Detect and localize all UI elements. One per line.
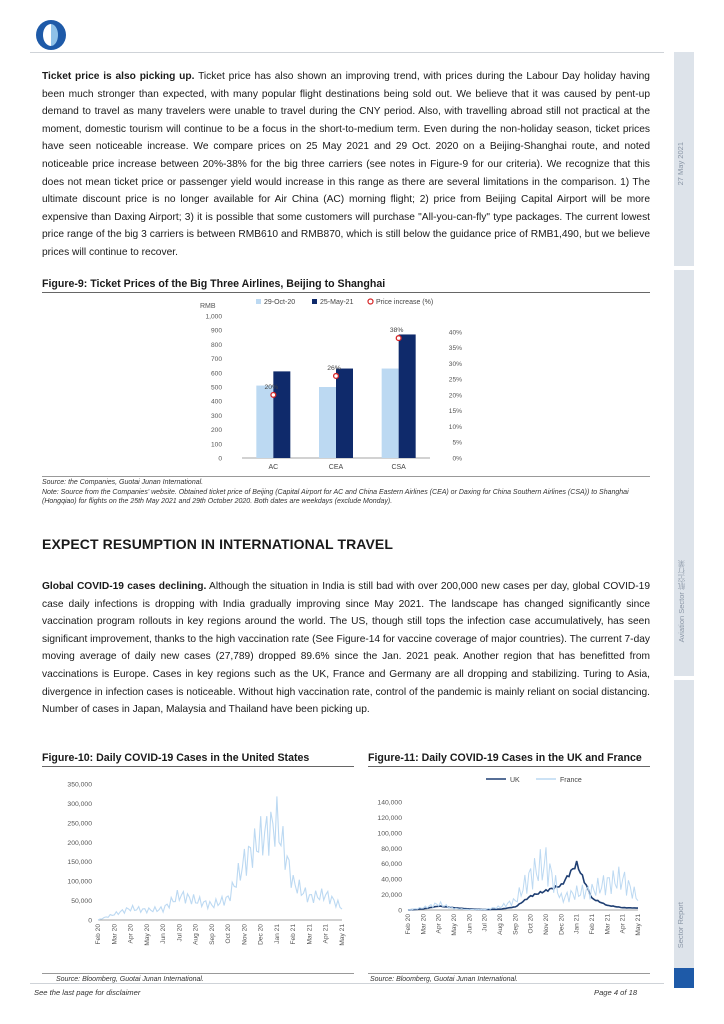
data-label: 38% (389, 327, 404, 335)
x-tick-label: Dec 20 (257, 924, 265, 945)
sidebar-report-block (674, 680, 694, 988)
x-tick-label: Nov 20 (543, 914, 550, 935)
x-tick-label: Apr 21 (619, 914, 627, 934)
x-tick-label: Feb 21 (589, 914, 596, 935)
y-tick-label: 900 (210, 327, 222, 335)
y-tick-label: 120,000 (377, 814, 402, 822)
legend-label: Price increase (%) (376, 299, 434, 306)
footer-disclaimer: See the last page for disclaimer (34, 988, 141, 997)
x-tick-label: Mar 20 (420, 914, 428, 935)
figure10-bottom-rule (42, 973, 354, 974)
x-tick-label: Oct 20 (527, 914, 535, 934)
y2-tick-label: 5% (452, 439, 462, 447)
x-tick-label: AC (268, 464, 279, 471)
y-tick-label: 40,000 (381, 876, 402, 884)
section-heading: EXPECT RESUMPTION IN INTERNATIONAL TRAVEL (42, 536, 394, 552)
sidebar-report-type: Sector Report (676, 902, 685, 949)
x-tick-label: May 20 (143, 924, 151, 946)
x-tick-label: Jan 21 (573, 914, 581, 934)
figure11-chart (368, 770, 650, 970)
y-tick-label: 500 (210, 384, 222, 392)
legend-marker (368, 299, 373, 304)
y-axis-label: RMB (200, 303, 216, 310)
y2-tick-label: 35% (448, 345, 462, 353)
y2-tick-label: 0% (452, 455, 462, 463)
sidebar-date: 27 May 2021 (676, 142, 685, 186)
sidebar-sector-block (674, 270, 694, 676)
header-rule (30, 52, 664, 53)
series-line (408, 861, 638, 910)
y-tick-label: 600 (210, 370, 222, 378)
y-tick-label: 800 (210, 341, 222, 349)
legend-label: France (560, 777, 582, 784)
x-tick-label: Aug 20 (497, 914, 504, 935)
series-line (98, 796, 342, 920)
data-label: 26% (327, 364, 341, 372)
footer-page-number: Page 4 of 18 (594, 988, 638, 997)
figure11-title: Figure-11: Daily COVID-19 Cases in the UK and France (368, 752, 642, 764)
figure11-rule (368, 766, 650, 767)
footer-rule (30, 983, 664, 984)
legend-swatch (312, 299, 317, 304)
sidebar-date-block (674, 52, 694, 266)
figure9-title: Figure-9: Ticket Prices of the Big Three Airlines, Beijing to Shanghai (42, 278, 386, 290)
x-tick-label: CEA (328, 464, 344, 471)
x-tick-label: Mar 21 (306, 924, 314, 945)
paragraph-body: Although the situation in India is still bad with over 200,000 new cases per day, global COVID-19 case daily infections is dropping with India gradually improving since May 2021. The landscape has changed significantly since vaccination program rollouts in key regions around the world. The US, though still tops the infection case accumulatively, has seen significant improvement, thanks to the high vaccination rate (See Figure-14 for vaccine coverage of major countries). The current 7-day moving average of daily new cases (27,789) dropped 89.6% since the Jan. 2021 peak. Another region that has benefitted from vaccinations is Europe. Cases in key regions such as the UK, France and Germany are all dropping and stabilizing. Turing to Asia, divergence in infection cases is noticeable. Without high vaccination rate, control of the pandemic is mainly reliant on social distancing. Number of cases in Japan, Malaysia and Thailand have been picking up. (42, 581, 650, 716)
y-tick-label: 350,000 (67, 781, 92, 789)
x-tick-label: Aug 20 (192, 924, 200, 945)
figure11-bottom-rule (368, 973, 650, 974)
y-tick-label: 1,000 (205, 313, 222, 321)
figure10-chart (42, 770, 354, 970)
x-tick-label: Mar 21 (604, 914, 612, 935)
y-tick-label: 100 (210, 441, 222, 449)
bar-oct20 (319, 387, 336, 458)
x-tick-label: Jan 21 (273, 924, 281, 944)
x-tick-label: Apr 20 (127, 924, 135, 944)
legend-swatch (256, 299, 261, 304)
x-tick-label: May 21 (635, 914, 642, 936)
y2-tick-label: 25% (448, 376, 462, 384)
sidebar (674, 52, 694, 988)
y-tick-label: 50,000 (71, 898, 92, 906)
x-tick-label: Jun 20 (160, 924, 168, 944)
y2-tick-label: 30% (448, 360, 462, 368)
x-tick-label: Apr 20 (435, 914, 443, 934)
bar-may21 (336, 369, 353, 458)
y-tick-label: 200 (210, 427, 222, 435)
x-tick-label: Nov 20 (241, 924, 249, 945)
y-tick-label: 700 (210, 356, 222, 364)
x-tick-label: Jul 20 (176, 924, 184, 942)
y-tick-label: 60,000 (381, 861, 402, 869)
x-tick-label: Feb 21 (290, 924, 298, 945)
x-tick-label: Apr 21 (322, 924, 330, 944)
y-tick-label: 20,000 (381, 892, 402, 900)
figure9-chart (190, 294, 490, 474)
y-tick-label: 300,000 (67, 800, 92, 808)
x-tick-label: Sep 20 (208, 924, 216, 945)
paragraph-ticket-price (42, 68, 650, 262)
y-tick-label: 150,000 (67, 859, 92, 867)
y2-tick-label: 20% (448, 392, 462, 400)
y-tick-label: 140,000 (377, 799, 402, 807)
sidebar-accent (674, 968, 694, 988)
figure10-title: Figure-10: Daily COVID-19 Cases in the United States (42, 752, 310, 764)
y-tick-label: 0 (88, 917, 92, 925)
y2-tick-label: 15% (448, 408, 462, 416)
bar-may21 (399, 334, 416, 458)
y-tick-label: 0 (398, 907, 402, 915)
data-label: 20% (264, 383, 279, 391)
y2-tick-label: 40% (448, 329, 462, 337)
x-tick-label: Feb 20 (405, 914, 412, 935)
paragraph-lead: Global COVID-19 cases declining. (42, 581, 207, 592)
x-tick-label: Oct 20 (225, 924, 233, 944)
price-increase-marker (334, 374, 339, 379)
figure9-bottom-rule (42, 476, 650, 477)
x-tick-label: May 20 (451, 914, 458, 936)
legend-label: 29-Oct-20 (264, 299, 296, 306)
sidebar-sector: Aviation Sector 航空行業 (677, 560, 686, 643)
x-tick-label: Feb 20 (95, 924, 102, 945)
x-tick-label: Sep 20 (512, 914, 520, 935)
y-tick-label: 200,000 (67, 839, 92, 847)
legend-label: UK (510, 777, 520, 784)
figure9-note: Note: Source from the Companies' website. Obtained ticket price of Beijing (Capital Airport for AC and China Eastern Airlines (CEA) or Daxing for China Southern Airlines (CSA)) to Shanghai (Hongqiao) for flights on the 25th May 2021 and 29th October 2020. Both dates are weekdays (exclude Monday). (42, 489, 629, 506)
y-tick-label: 100,000 (377, 830, 402, 838)
price-increase-marker (271, 392, 276, 397)
figure10-rule (42, 766, 354, 767)
y-tick-label: 300 (210, 412, 222, 420)
x-tick-label: Jul 20 (481, 914, 489, 932)
x-tick-label: CSA (391, 464, 406, 471)
figure9-source: Source: the Companies, Guotai Junan International. (42, 479, 204, 486)
price-increase-marker (396, 336, 401, 341)
x-tick-label: May 21 (339, 924, 346, 946)
figure9-rule (42, 292, 650, 293)
y-tick-label: 400 (210, 398, 222, 406)
paragraph-lead: Ticket price is also picking up. (42, 71, 195, 82)
paragraph-covid (42, 578, 650, 719)
y-tick-label: 250,000 (67, 820, 92, 828)
figure10-source: Source: Bloomberg, Guotai Junan International. (56, 976, 204, 983)
x-tick-label: Dec 20 (558, 914, 566, 935)
figure11-source: Source: Bloomberg, Guotai Junan International. (370, 976, 518, 983)
x-tick-label: Mar 20 (111, 924, 119, 945)
y2-tick-label: 10% (448, 423, 462, 431)
bar-oct20 (382, 369, 399, 458)
legend-label: 25-May-21 (320, 299, 354, 306)
y-tick-label: 80,000 (381, 845, 402, 853)
y-tick-label: 100,000 (67, 878, 92, 886)
y-tick-label: 0 (218, 455, 222, 463)
x-tick-label: Jun 20 (466, 914, 474, 934)
paragraph-body: Ticket price has also shown an improving trend, with prices during the Labour Day holiday having been much stronger than expected, with many popular flight destinations being sold out. We believe that it was caused by pent-up demand to travel as many travelers were unable to travel during the CNY period. Also, with travelling abroad still not practical at the moment, domestic tourism will continue to be a focus in the short-to-medium term. Even during the non-holiday season, ticket prices have seen noticeable increase. We compare prices on 25 May 2021 and 29 Oct. 2020 on a Beijing-Shanghai route, and noted noticeable price increase between 20%-38% for the big three carriers (see notes in Figure-9 for our criteria). We recognize that this does not mean ticket price or passenger yield would increase in this range as there are several limitations in the comparison. 1) The ultimate discount price is no longer available for Air China (AC) morning flight; 2) price from Beijing Capital Airport will be more expensive than Daxing Airport; 3) it is possible that some customers will purchase "All-you-can-fly" type packages. The current lowest price range of the big 3 carriers is between RMB610 and RMB870, which is still below the guidance price of RMB1,490, but we believe prices will continue to recover. (42, 71, 650, 258)
company-logo (34, 18, 68, 52)
